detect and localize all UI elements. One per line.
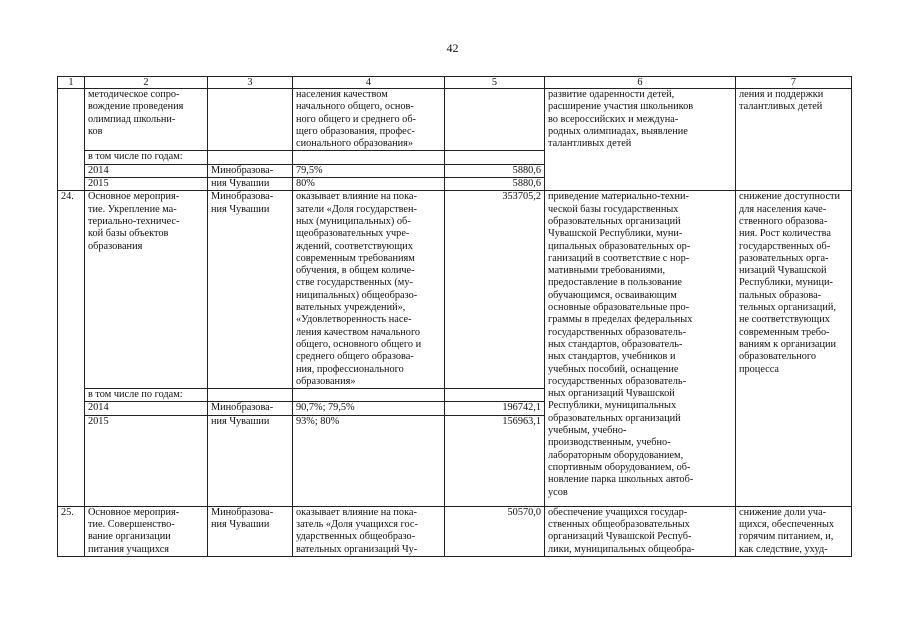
cell-text-line: ния, профессионального [296, 363, 404, 375]
cell-text-line: предоставление в пользование [548, 277, 682, 289]
cell-text-line: ления и поддержки [739, 89, 824, 100]
cell-text-line: лабораторным оборудованием, [548, 449, 684, 461]
executor-cell [208, 191, 293, 389]
indicator-cell [293, 89, 445, 151]
cell-text-line: ческой базы государственных [548, 203, 679, 215]
cell-text-line: учебным, учебно- [548, 425, 627, 437]
cell-text-line: щихся, обеспеченных [739, 519, 835, 531]
cell-text-line: разовательных орга- [739, 252, 829, 264]
cell-text-line: вательных организаций Чу- [296, 543, 418, 555]
amount-cell: 196742,1 [445, 402, 545, 415]
amount-cell: 353705,2 [445, 191, 545, 389]
cell-text-line: ваниям к организации [739, 338, 837, 350]
amount-cell [445, 151, 545, 164]
header-cell-4: 4 [293, 77, 445, 89]
cell-text-line: во всероссийских и междуна- [548, 113, 679, 125]
cell-text-line: граммы в пределах федеральных [548, 314, 693, 326]
cell-text-line: сионального образования» [296, 138, 414, 150]
amount-cell: 50570,0 [445, 506, 545, 556]
cell-text-line: населения качеством [296, 89, 388, 100]
year-cell: 2014 [85, 164, 208, 177]
cell-text-line: Минобразова- [211, 506, 274, 518]
cell-text-line: производственным, учебно- [548, 437, 671, 449]
header-cell-5: 5 [445, 77, 545, 89]
indicator-cell: 80% [293, 178, 445, 191]
cell-text-line: ных стандартов, учебников и [548, 351, 676, 363]
cell-text-line: ных организаций Чувашской [548, 388, 675, 400]
header-cell-7: 7 [736, 77, 852, 89]
cell-text-line: государственных об- [739, 240, 831, 252]
cell-text-line: ганизаций в соответствие с нор- [548, 252, 690, 264]
amount-cell: 5880,6 [445, 164, 545, 177]
cell-text-line: как следствие, ухуд- [739, 543, 828, 555]
indicator-cell: 90,7%; 79,5% [293, 402, 445, 415]
cell-text-line: современным требо- [739, 326, 830, 338]
indicator-cell [293, 389, 445, 402]
row-number-cell: 25. [58, 506, 85, 556]
cell-text-line: ниципальных) общеобразо- [296, 289, 418, 301]
cell-text-line: спортивным оборудованием, об- [548, 461, 691, 473]
executor-cell [208, 389, 293, 402]
header-cell-6: 6 [545, 77, 736, 89]
cell-text-line: лики, муниципальных общеобра- [548, 543, 695, 555]
cell-text-line: образовательных организаций [548, 215, 681, 227]
cell-text-line: Республики, муници- [739, 277, 833, 289]
cell-text-line: тельных организаций, [739, 302, 836, 314]
program-table [57, 76, 852, 557]
cell-text-line: учебных пособий, оснащение [548, 363, 679, 375]
cell-text-line: ков [88, 125, 103, 137]
amount-cell: 5880,6 [445, 178, 545, 191]
executor-cell: Минобразова- [208, 164, 293, 177]
cell-text-line: новление парка школьных автоб- [548, 474, 694, 486]
table-row [58, 506, 852, 556]
cell-text-line: процесса [739, 363, 779, 375]
cell-text-line: образовательного [739, 351, 816, 363]
executor-cell: ния Чувашии [208, 178, 293, 191]
cell-text-line: государственных образователь- [548, 375, 686, 387]
indicator-cell [293, 506, 445, 556]
cell-text-line: ных (муниципальных) об- [296, 215, 411, 227]
by-years-label: в том числе по годам: [85, 389, 208, 402]
cell-text-line: развитие одаренности детей, [548, 89, 675, 100]
cell-text-line: ния Чувашии [211, 203, 270, 215]
cell-text-line: ния Чувашии [211, 519, 270, 531]
cell-text-line: среднего общего образова- [296, 351, 414, 363]
measure-name-cell [85, 506, 208, 556]
cell-text-line: затели «Доля государствен- [296, 203, 417, 215]
table-row [58, 191, 852, 389]
cell-text-line: обеспечение учащихся государ- [548, 506, 688, 518]
year-cell: 2015 [85, 415, 208, 506]
cell-text-line: современным требованиям [296, 252, 415, 264]
amount-cell [445, 89, 545, 151]
cell-text-line: ления качеством начального [296, 326, 421, 338]
measure-name-cell [85, 89, 208, 151]
cell-text-line: олимпиад школьни- [88, 113, 176, 125]
by-years-label: в том числе по годам: [85, 151, 208, 164]
indicator-cell [293, 191, 445, 389]
consequence-cell [736, 89, 852, 191]
cell-text-line: начального общего, основ- [296, 101, 414, 113]
executor-cell: Минобразова- [208, 402, 293, 415]
cell-text-line: расширение участия школьников [548, 101, 694, 113]
cell-text-line: для населения каче- [739, 203, 827, 215]
row-number-cell: 24. [58, 191, 85, 506]
page-number: 42 [446, 41, 459, 55]
row-number-cell [58, 89, 85, 191]
executor-cell [208, 89, 293, 151]
result-cell [545, 89, 736, 191]
cell-text-line: щего образования, профес- [296, 125, 415, 137]
consequence-cell [736, 506, 852, 556]
cell-text-line: талантливых детей [739, 101, 823, 113]
cell-text-line: ципальных образовательных ор- [548, 240, 691, 252]
cell-text-line: щеобразовательных учре- [296, 228, 410, 240]
cell-text-line: ния. Рост количества [739, 228, 831, 240]
year-cell: 2015 [85, 178, 208, 191]
header-cell-3: 3 [208, 77, 293, 89]
cell-text-line: Республики, муниципальных [548, 400, 677, 412]
cell-text-line: усов [548, 486, 568, 498]
cell-text-line: снижение доли уча- [739, 506, 827, 518]
executor-cell [208, 151, 293, 164]
cell-text-line: тие. Укрепление ма- [88, 203, 177, 215]
indicator-cell: 79,5% [293, 164, 445, 177]
cell-text-line: кой базы объектов [88, 228, 169, 240]
indicator-cell: 93%; 80% [293, 415, 445, 506]
cell-text-line: ственного образова- [739, 215, 828, 227]
cell-text-line: обучающимся, осваивающим [548, 289, 677, 301]
result-cell [545, 191, 736, 506]
cell-text-line: образовательных организаций [548, 412, 681, 424]
cell-text-line: вательных учреждений», [296, 302, 406, 314]
cell-text-line: затель «Доля учащихся гос- [296, 519, 418, 531]
year-cell: 2014 [85, 402, 208, 415]
header-row [58, 77, 852, 89]
cell-text-line: снижение доступности [739, 191, 841, 203]
cell-text-line: приведение материально-техни- [548, 191, 689, 203]
cell-text-line: питания учащихся [88, 543, 170, 555]
executor-cell [208, 506, 293, 556]
amount-cell: 156963,1 [445, 415, 545, 506]
cell-text-line: вание организации [88, 531, 171, 543]
cell-text-line: талантливых детей [548, 138, 632, 150]
cell-text-line: низаций Чувашской [739, 265, 827, 277]
cell-text-line: пальных образова- [739, 289, 822, 301]
cell-text-line: вождение проведения [88, 101, 184, 113]
table-row [58, 89, 852, 151]
indicator-cell [293, 151, 445, 164]
cell-text-line: оказывает влияние на пока- [296, 191, 417, 203]
cell-text-line: тие. Совершенство- [88, 519, 175, 531]
cell-text-line: горячим питанием, и, [739, 531, 834, 543]
cell-text-line: стве государственных (му- [296, 277, 413, 289]
cell-text-line: Чувашской Республики, муни- [548, 228, 683, 240]
cell-text-line: «Удовлетворенность насе- [296, 314, 412, 326]
cell-text-line: родных олимпиадах, выявление [548, 125, 688, 137]
cell-text-line: основные образовательные про- [548, 302, 690, 314]
result-cell [545, 506, 736, 556]
cell-text-line: ных стандартов, образователь- [548, 338, 683, 350]
cell-text-line: ного общего и среднего об- [296, 113, 416, 125]
measure-name-cell [85, 191, 208, 389]
cell-text-line: ударственных общеобразо- [296, 531, 416, 543]
cell-text-line: образования» [296, 375, 356, 387]
cell-text-line: мативными требованиями, [548, 265, 666, 277]
cell-text-line: методическое сопро- [88, 89, 180, 100]
cell-text-line: Минобразова- [211, 191, 274, 203]
cell-text-line: Основное мероприя- [88, 191, 180, 203]
consequence-cell [736, 191, 852, 506]
amount-cell [445, 389, 545, 402]
header-cell-2: 2 [85, 77, 208, 89]
cell-text-line: не соответствующих [739, 314, 830, 326]
cell-text-line: оказывает влияние на пока- [296, 506, 417, 518]
cell-text-line: обучения, в общем количе- [296, 265, 415, 277]
cell-text-line: государственных образователь- [548, 326, 686, 338]
cell-text-line: Основное мероприя- [88, 506, 180, 518]
cell-text-line: образования [88, 240, 143, 252]
cell-text-line: ственных общеобразовательных [548, 519, 690, 531]
cell-text-line: организаций Чувашской Респуб- [548, 531, 692, 543]
cell-text-line: териально-техничес- [88, 215, 180, 227]
executor-cell: ния Чувашии [208, 415, 293, 506]
header-cell-1: 1 [58, 77, 85, 89]
cell-text-line: общего, основного общего и [296, 338, 422, 350]
cell-text-line: ждений, соответствующих [296, 240, 413, 252]
